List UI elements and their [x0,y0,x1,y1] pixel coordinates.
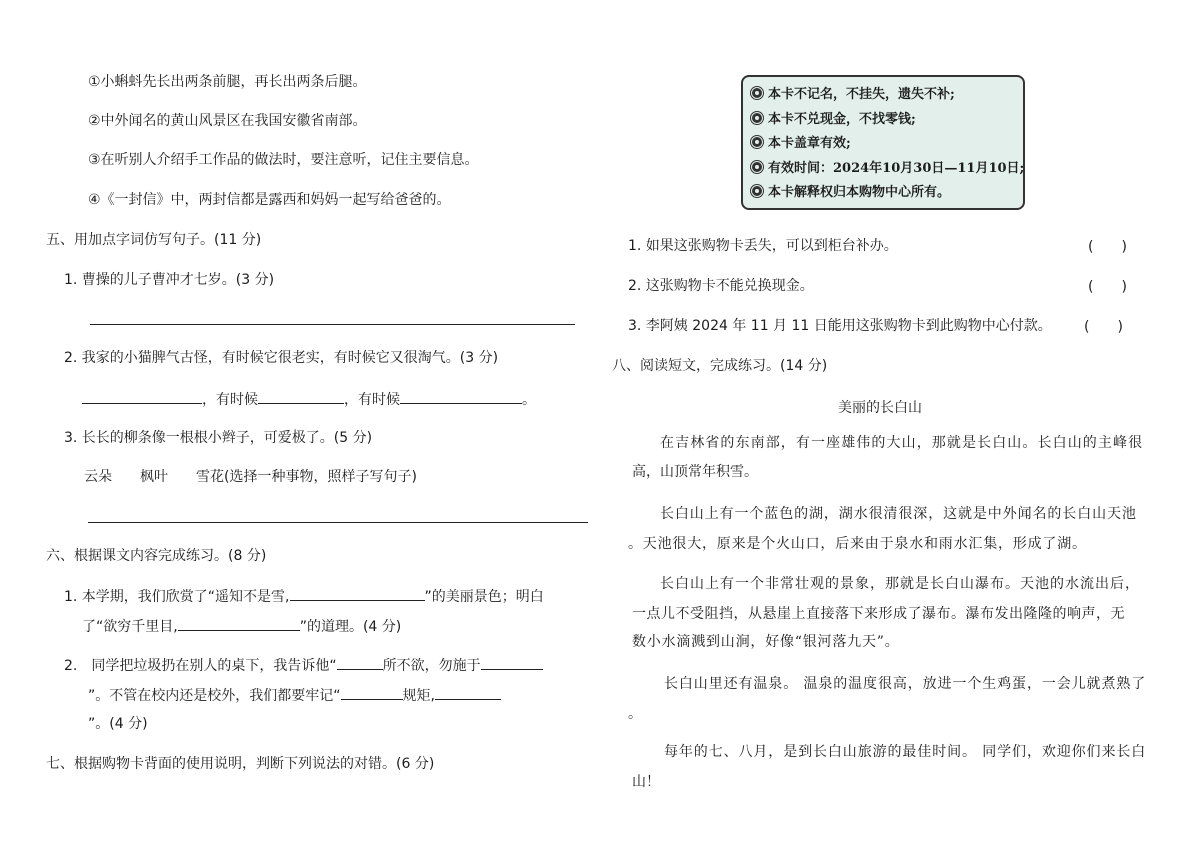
judgement-2: 2. 这张购物卡不能兑换现金。 [628,278,814,294]
card-rule [751,157,1025,182]
passage-line: 每年的七、八月，是到长白山旅游的最佳时间。 同学们，欢迎你们来长白 [664,744,1147,760]
question-text: 1. 本学期，我们欣赏了“遥知不是雪, [64,589,290,605]
question-text: 2. 同学把垃圾扔在别人的桌下，我告诉他“ [64,658,337,674]
question-6-1-line1 [64,586,544,607]
question-text: 了“欲穷千里目, [82,619,178,635]
list-item: ④《一封信》中，两封信都是露西和妈妈一起写给爸爸的。 [88,192,451,208]
question-5-1: 1. 曹操的儿子曹冲才七岁。(3 分) [64,272,275,288]
answer-line[interactable] [88,522,588,523]
passage-line: 高，山顶常年积雪。 [632,464,758,480]
passage-line: 山！ [632,774,660,790]
question-6-2-line1 [64,655,543,676]
answer-blank[interactable] [290,586,425,601]
answer-parentheses[interactable]: ( ) [1084,319,1123,335]
passage-line: 一点儿不受阻挡，从悬崖上直接落下来形成了瀑布。瀑布发出隆隆的响声，无 [632,606,1125,622]
fill-text: ，有时候 [202,392,258,408]
card-rule-text: 本卡不记名，不挂失，遗失不补; [768,87,955,102]
judgement-3: 3. 李阿姨 2024 年 11 月 11 日能用这张购物卡到此购物中心付款。 [628,318,1052,334]
fill-text: ，有时候 [344,392,400,408]
card-rule [751,181,1013,206]
passage-line: 。 [628,706,642,722]
question-6-2-line2 [88,685,501,706]
passage-line: 在吉林省的东南部，有一座雄伟的大山，那就是长白山。长白山的主峰很 [660,435,1144,451]
question-6-1-line2 [82,616,401,637]
passage-line: 长白山里还有温泉。 温泉的温度很高，放进一个生鸡蛋，一会儿就煮熟了 [664,676,1147,692]
section-5-heading: 五、用加点字词仿写句子。(11 分) [46,232,262,248]
answer-blank[interactable] [341,685,403,700]
answer-parentheses[interactable]: ( ) [1088,279,1127,295]
card-rule-text: 本卡盖章有效; [768,136,851,151]
passage-title: 美丽的长白山 [838,400,922,416]
section-7-heading: 七、根据购物卡背面的使用说明，判断下列说法的对错。(6 分) [46,756,435,772]
passage-line: 长白山上有一个蓝色的湖，湖水很清很深，这就是中外闻名的长白山天池 [660,506,1137,522]
card-rule [751,108,1013,133]
card-rule-text: 有效时间：2024年10月30日—11月10日; [768,160,1025,176]
list-item: ①小蝌蚪先长出两条前腿，再长出两条后腿。 [88,74,367,90]
list-item: ③在听别人介绍手工作品的做法时，要注意听，记住主要信息。 [88,152,479,168]
answer-blank[interactable] [400,389,522,404]
shopping-card-rules [741,75,1025,210]
bullet-icon [751,185,763,197]
card-rule [751,83,1013,108]
word-choices: 云朵 枫叶 雪花(选择一种事物，照样子写句子) [84,469,417,485]
answer-blank[interactable] [178,616,300,631]
answer-blank[interactable] [481,655,543,670]
answer-parentheses[interactable]: ( ) [1088,239,1127,255]
card-rule [751,132,1013,157]
question-text: 规矩, [402,688,435,704]
card-rule-text: 本卡不兑现金，不找零钱; [768,111,916,127]
list-item: ②中外闻名的黄山风景区在我国安徽省南部。 [88,113,367,129]
answer-blank[interactable] [82,389,202,404]
question-text: ”。不管在校内还是校外，我们都要牢记“ [88,688,341,704]
section-6-heading: 六、根据课文内容完成练习。(8 分) [46,548,267,564]
answer-line[interactable] [90,324,575,325]
answer-blank[interactable] [337,655,383,670]
passage-line: 。天池很大，原来是个火山口，后来由于泉水和雨水汇集，形成了湖。 [628,536,1087,552]
question-text: ”的道理。(4 分) [299,619,402,635]
question-text: ”。(4 分) [88,716,148,732]
passage-line: 长白山上有一个非常壮观的景象，那就是长白山瀑布。天池的水流出后， [660,576,1140,592]
bullet-icon [751,87,763,99]
answer-blank[interactable] [258,389,344,404]
bullet-icon [751,112,763,124]
section-8-heading: 八、阅读短文，完成练习。(14 分) [612,358,828,374]
question-text: ”的美丽景色；明白 [424,589,544,605]
judgement-1: 1. 如果这张购物卡丢失，可以到柜台补办。 [628,238,898,254]
card-rule-text: 本卡解释权归本购物中心所有。 [768,185,951,200]
question-5-3: 3. 长长的柳条像一根根小辫子，可爱极了。(5 分) [64,430,373,446]
fill-line-5-2 [82,389,536,410]
question-text: 所不欲，勿施于 [382,658,481,674]
question-5-2: 2. 我家的小猫脾气古怪，有时候它很老实，有时候它又很淘气。(3 分) [64,350,499,366]
passage-line: 数小水滴溅到山涧，好像“银河落九天”。 [632,634,900,650]
fill-text: 。 [522,392,536,408]
bullet-icon [751,161,763,173]
answer-blank[interactable] [435,685,501,700]
bullet-icon [751,136,763,148]
